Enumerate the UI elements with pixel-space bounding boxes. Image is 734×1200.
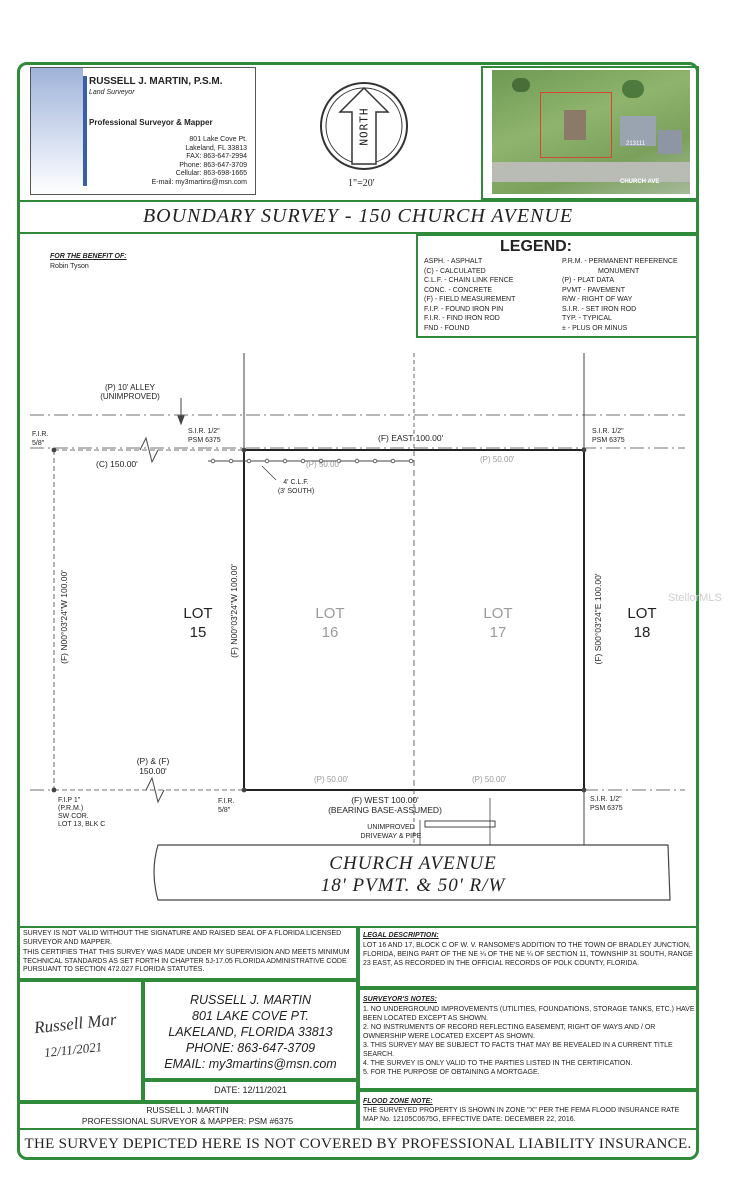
fip-line2: (P.R.M.) xyxy=(58,805,84,812)
fip-line1: F.I.P 1" xyxy=(58,797,81,804)
legend-item: TYP. - TYPICAL xyxy=(562,315,612,322)
lot-18-number: 18 xyxy=(633,624,651,641)
card-email: E-mail: my3martins@msn.com xyxy=(151,178,247,186)
notes-list xyxy=(363,1005,695,1077)
note-item: 4. THE SURVEY IS ONLY VALID TO THE PARTIES LISTED IN THE CERTIFICATION. xyxy=(363,1060,633,1067)
driveway-line1: UNIMPROVED xyxy=(367,824,415,831)
note-item: 3. THIS SURVEY MAY BE SUBJECT TO FACTS THAT MAY BE REVEALED IN A CURRENT TITLE SEARCH. xyxy=(363,1042,673,1058)
legend-item: FND - FOUND xyxy=(424,324,470,332)
fir-s-line1: F.I.R. xyxy=(218,798,235,805)
sir-n-line1: S.I.R. 1/2" xyxy=(188,428,220,435)
sir-se-label xyxy=(590,795,623,813)
north-label: NORTH xyxy=(357,107,371,146)
legend-item: CONC. - CONCRETE xyxy=(424,286,493,294)
contact-name: RUSSELL J. MARTIN xyxy=(189,993,312,1007)
contact-block xyxy=(143,992,358,1072)
scale-label: 1"=20' xyxy=(348,178,375,189)
legend-item: S.I.R. - SET IRON ROD xyxy=(562,305,637,313)
aerial-house-number: 213111 xyxy=(626,141,646,147)
calc-150-label: (C) 150.00' xyxy=(96,459,138,469)
sir-ne-label xyxy=(592,427,625,445)
alley-label-line1: (P) 10' ALLEY xyxy=(105,383,155,392)
legend-item: ASPH. - ASPHALT xyxy=(424,258,483,265)
driveway-line2: DRIVEWAY & PIPE xyxy=(360,833,422,840)
lot-17-number: 17 xyxy=(489,624,507,641)
road-width: 18' PVMT. & 50' R/W xyxy=(320,875,506,896)
page-title: BOUNDARY SURVEY - 150 CHURCH AVENUE xyxy=(142,205,574,227)
card-phone: Phone: 863-647-3709 xyxy=(179,161,247,169)
plat-50-north-lot17: (P) 50.00' xyxy=(480,455,515,464)
west-line-text: (F) WEST 100.00' xyxy=(351,795,419,805)
card-addr1: 801 Lake Cove Pt. xyxy=(189,136,247,143)
fence-label xyxy=(266,478,326,496)
surveyor-block xyxy=(17,1105,358,1127)
card-addr2: Lakeland, FL 33813 xyxy=(185,144,247,152)
contact-addr1: 801 LAKE COVE PT. xyxy=(192,1009,309,1023)
legend-item: C.L.F. - CHAIN LINK FENCE xyxy=(424,277,514,284)
pf-150-label xyxy=(118,756,188,776)
note-item: 1. NO UNDERGROUND IMPROVEMENTS (UTILITIES, FOUNDATIONS, STORAGE TANKS, ETC.) HAVE BEEN LOCATED EXCEPT AS SHOWN. xyxy=(363,1006,695,1022)
benefit-label: FOR THE BENEFIT OF: xyxy=(50,253,127,260)
notice-text xyxy=(23,930,353,975)
road-name: CHURCH AVENUE xyxy=(329,853,497,874)
signature-scrawl: Russell Mar xyxy=(33,1009,118,1038)
legend-item: MONUMENT xyxy=(598,267,640,275)
legend-item: ± - PLUS OR MINUS xyxy=(562,324,628,332)
notes-label: SURVEYOR'S NOTES: xyxy=(363,996,438,1003)
plat-50-north-lot16: (P) 50.00' xyxy=(306,460,341,469)
pf-150-line1: (P) & (F) xyxy=(136,756,170,766)
fip-line4: LOT 13, BLK C xyxy=(58,821,106,828)
lot-15-label xyxy=(168,604,228,642)
watermark: StellorMLS xyxy=(668,592,722,604)
contact-email: EMAIL: my3martins@msn.com xyxy=(164,1057,337,1071)
signature-date: 12/11/2021 xyxy=(43,1038,103,1061)
fence-label-line1: 4' C.L.F. xyxy=(283,479,309,486)
surveyor-license: PROFESSIONAL SURVEYOR & MAPPER: PSM #6375 xyxy=(81,1116,294,1126)
contact-addr2: LAKELAND, FLORIDA 33813 xyxy=(168,1025,333,1039)
card-name: RUSSELL J. MARTIN, P.S.M. xyxy=(89,76,223,87)
flood-text: THE SURVEYED PROPERTY IS SHOWN IN ZONE "X" PER THE FEMA FLOOD INSURANCE RATE MAP No. 12105C0675G, EFFECTIVE DATE: DECEMBER 22, 2016. xyxy=(363,1107,680,1123)
legend-item: (F) - FIELD MEASUREMENT xyxy=(424,296,516,303)
card-cell: Cellular: 863-698-1665 xyxy=(175,170,247,177)
fip-line3: SW COR. xyxy=(58,813,89,820)
driveway-label xyxy=(346,823,436,841)
fir-s-label xyxy=(218,797,234,815)
pf-150-line2: 150.00' xyxy=(139,766,167,776)
legal-label: LEGAL DESCRIPTION: xyxy=(363,932,439,939)
contact-phone: PHONE: 863-647-3709 xyxy=(185,1041,316,1055)
fir-s-line2: 5/8" xyxy=(218,807,231,814)
lot16-bearing-label: (F) N00°03'24"W 100.00' xyxy=(229,564,239,658)
lot-15-word: LOT xyxy=(183,605,213,622)
sir-ne-line1: S.I.R. 1/2" xyxy=(592,428,624,435)
west-bearing-label: (F) N00°03'24"W 100.00' xyxy=(59,570,69,664)
alley-label xyxy=(80,383,180,401)
lot-16-word: LOT xyxy=(315,605,345,622)
sir-n-line2: PSM 6375 xyxy=(188,437,221,444)
legend-item: F.I.P. - FOUND IRON PIN xyxy=(424,305,504,313)
fir-nw-line2: 5/8" xyxy=(32,440,45,447)
east-line-label: (F) EAST 100.00' xyxy=(378,433,444,443)
fir-nw-label xyxy=(32,430,48,448)
fence-label-line2: (3' SOUTH) xyxy=(277,488,315,495)
benefit-name: Robin Tyson xyxy=(50,263,89,270)
lot-17-word: LOT xyxy=(483,605,513,622)
lot-18-word: LOT xyxy=(627,605,657,622)
card-fax: FAX: 863-647-2994 xyxy=(186,153,247,160)
sir-se-line1: S.I.R. 1/2" xyxy=(590,796,622,803)
legend-item: (P) - PLAT DATA xyxy=(562,277,614,284)
legal-text: LOT 16 AND 17, BLOCK C OF W. V. RANSOME'S ADDITION TO THE TOWN OF BRADLEY JUNCTION, FLORIDA, BEING PART OF THE NE ¼ OF THE NE ¼ OF SECTION 11, TOWNSHIP 31 SOUTH, RANGE 23 EAST, AS RECORDED IN THE OFFICIAL RECORDS OF POLK COUNTY, FLORIDA. xyxy=(363,942,693,967)
card-role: Land Surveyor xyxy=(89,89,135,96)
plat-50-south-lot17: (P) 50.00' xyxy=(472,775,507,784)
lot-18-label xyxy=(612,604,672,642)
sir-n-label xyxy=(188,427,221,445)
card-profession: Professional Surveyor & Mapper xyxy=(89,118,213,127)
aerial-street-label: CHURCH AVE xyxy=(620,179,660,185)
fir-nw-line1: F.I.R. xyxy=(32,431,49,438)
note-item: 5. FOR THE PURPOSE OF OBTAINING A MORTGAGE. xyxy=(363,1069,540,1076)
legend-item: (C) - CALCULATED xyxy=(424,267,486,275)
legend-item: PVMT - PAVEMENT xyxy=(562,286,626,294)
legend-item: P.R.M. - PERMANENT REFERENCE xyxy=(562,258,678,265)
lot-17-label xyxy=(468,604,528,642)
lot-16-label xyxy=(300,604,360,642)
east-bearing-label: (F) S00°03'24"E 100.00' xyxy=(593,573,603,665)
fip-sw-label xyxy=(58,797,105,829)
legend-title: LEGEND: xyxy=(500,238,572,255)
liability-footer: THE SURVEY DEPICTED HERE IS NOT COVERED BY PROFESSIONAL LIABILITY INSURANCE. xyxy=(24,1136,692,1152)
bearing-base-text: (BEARING BASE-ASSUMED) xyxy=(328,805,442,815)
flood-label: FLOOD ZONE NOTE: xyxy=(363,1098,433,1105)
note-item: 2. NO INSTRUMENTS OF RECORD REFLECTING EASEMENT, RIGHT OF WAYS AND / OR OWNERSHIP WERE LOCATED EXCEPT AS SHOWN. xyxy=(363,1024,656,1040)
surveyor-name: RUSSELL J. MARTIN xyxy=(146,1105,229,1115)
alley-label-line2: (UNIMPROVED) xyxy=(100,392,160,401)
lot-15-number: 15 xyxy=(189,624,207,641)
sir-ne-line2: PSM 6375 xyxy=(592,437,625,444)
plat-50-south-lot16: (P) 50.00' xyxy=(314,775,349,784)
sir-se-line2: PSM 6375 xyxy=(590,805,623,812)
west-line-label xyxy=(300,795,470,815)
notice-certification: THIS CERTIFIES THAT THIS SURVEY WAS MADE UNDER MY SUPERVISION AND MEETS MINIMUM TECHNICAL STANDARDS AS SET FORTH IN CHAPTER 5J-17.05 FLORIDA ADMINISTRATIVE CODE PURSUANT TO SECTION 472.027 FLORIDA STATUTES. xyxy=(23,949,350,974)
lot-16-number: 16 xyxy=(321,624,339,641)
notice-validity: SURVEY IS NOT VALID WITHOUT THE SIGNATURE AND RAISED SEAL OF A FLORIDA LICENSED SURVEYOR AND MAPPER. xyxy=(23,930,342,946)
legend-item: F.I.R. - FIND IRON ROD xyxy=(424,315,500,322)
survey-date: DATE: 12/11/2021 xyxy=(214,1085,287,1095)
legend-item: R/W - RIGHT OF WAY xyxy=(562,296,633,303)
